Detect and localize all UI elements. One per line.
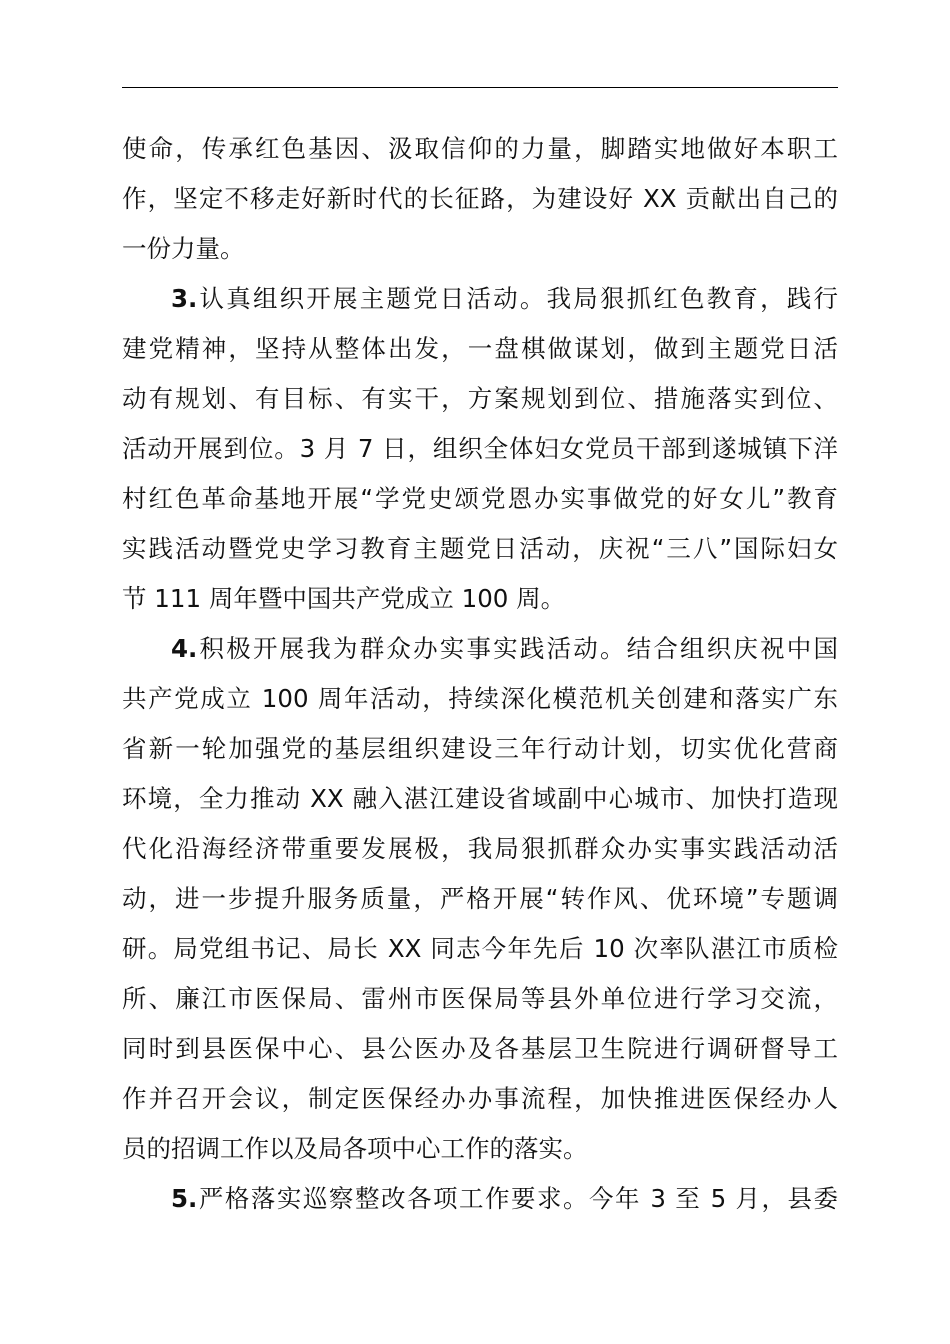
header-rule xyxy=(122,87,838,88)
paragraph-section-3 xyxy=(122,274,838,624)
text-line xyxy=(122,274,838,324)
section-number: 3. xyxy=(171,284,198,313)
text-line: 节 111 周年暨中国共产党成立 100 周。 xyxy=(122,584,566,613)
body-text xyxy=(122,124,838,1224)
text-line: 作，坚定不移走好新时代的长征路，为建设好 XX 贡献出自己的 xyxy=(122,184,838,213)
paragraph-section-4 xyxy=(122,624,838,1174)
text-line: 研。局党组书记、局长 XX 同志今年先后 10 次率队湛江市质检 xyxy=(122,934,838,963)
text-line: 动有规划、有目标、有实干，方案规划到位、措施落实到位、 xyxy=(122,384,838,413)
text-line: 员的招调工作以及局各项中心工作的落实。 xyxy=(122,1134,588,1163)
text-line: 一份力量。 xyxy=(122,234,245,263)
text-line: 代化沿海经济带重要发展极，我局狠抓群众办实事实践活动活 xyxy=(122,834,838,863)
text-line: 动，进一步提升服务质量，严格开展“转作风、优环境”专题调 xyxy=(122,884,838,913)
section-heading-text: 严格落实巡察整改各项工作要求。今年 3 至 5 月，县委 xyxy=(197,1184,838,1213)
section-heading-text: 认真组织开展主题党日活动。我局狠抓红色教育，践行 xyxy=(197,284,838,313)
text-line: 所、廉江市医保局、雷州市医保局等县外单位进行学习交流， xyxy=(122,984,838,1013)
text-line: 建党精神，坚持从整体出发，一盘棋做谋划，做到主题党日活 xyxy=(122,334,838,363)
paragraph-continuation xyxy=(122,124,838,274)
text-line xyxy=(122,1174,838,1224)
text-line: 村红色革命基地开展“学党史颂党恩办实事做党的好女儿”教育 xyxy=(122,484,838,513)
section-number: 5. xyxy=(171,1184,198,1213)
text-line: 省新一轮加强党的基层组织建设三年行动计划，切实优化营商 xyxy=(122,734,838,763)
text-line: 作并召开会议，制定医保经办办事流程，加快推进医保经办人 xyxy=(122,1084,838,1113)
text-line: 共产党成立 100 周年活动，持续深化模范机关创建和落实广东 xyxy=(122,684,838,713)
paragraph-section-5 xyxy=(122,1174,838,1224)
text-line: 同时到县医保中心、县公医办及各基层卫生院进行调研督导工 xyxy=(122,1034,838,1063)
text-line: 环境，全力推动 XX 融入湛江建设省域副中心城市、加快打造现 xyxy=(122,784,838,813)
text-line: 活动开展到位。3 月 7 日，组织全体妇女党员干部到遂城镇下洋 xyxy=(122,434,838,463)
section-heading-text: 积极开展我为群众办实事实践活动。结合组织庆祝中国 xyxy=(197,634,838,663)
text-line: 使命，传承红色基因、汲取信仰的力量，脚踏实地做好本职工 xyxy=(122,134,838,163)
text-line xyxy=(122,624,838,674)
text-line: 实践活动暨党史学习教育主题党日活动，庆祝“三八”国际妇女 xyxy=(122,534,838,563)
section-number: 4. xyxy=(171,634,198,663)
